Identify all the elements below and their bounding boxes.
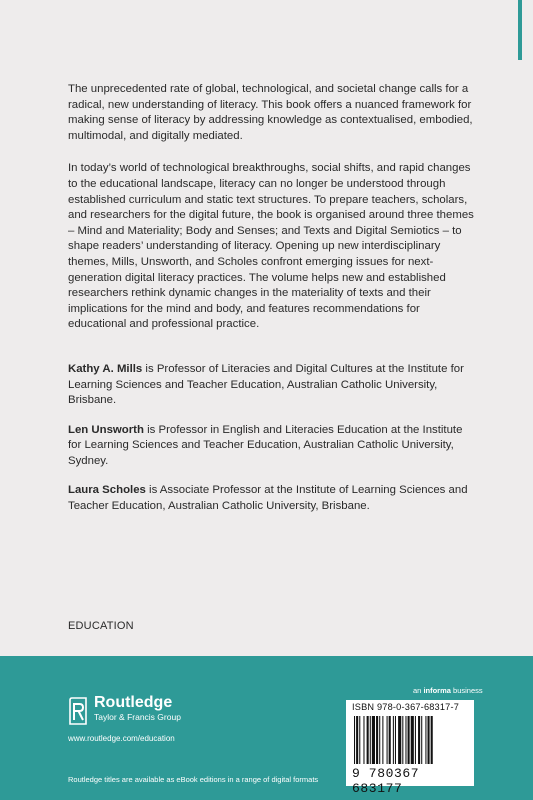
author-bio-mills (68, 362, 478, 409)
author-bio-unsworth (68, 423, 478, 470)
description-paragraph-1: The unprecedented rate of global, technological, and societal change calls for a radical, new understanding of literacy. This book offers a nuanced framework for making sense of literacy by addressing knowledge as contextualised, embodied, multimodal, and digitally mediated. (68, 83, 473, 142)
publisher-brand (94, 694, 181, 723)
author-bio-text: is Professor of Literacies and Digital Cultures at the Institute for Learning Sciences and Teacher Education, Australian Catholic University, Brisbane. (68, 362, 464, 407)
publisher-name: Routledge (94, 694, 173, 711)
author-name: Laura Scholes (68, 484, 146, 497)
spine-accent-bar (518, 0, 522, 60)
ebook-availability-note: Routledge titles are available as eBook editions in a range of digital formats (68, 775, 319, 784)
publisher-url: www.routledge.com/education (68, 734, 175, 743)
subject-category: EDUCATION (68, 620, 134, 632)
publisher-group: Taylor & Francis Group (94, 712, 181, 722)
informa-prefix: an (413, 686, 424, 695)
informa-brand: informa (423, 686, 451, 695)
back-cover-text (68, 82, 478, 529)
barcode-digits: 9 780367 683177 (352, 766, 420, 796)
publisher-footer (0, 656, 533, 800)
author-name: Len Unsworth (68, 423, 144, 436)
author-bio-text: is Associate Professor at the Institute of Learning Sciences and Teacher Education, Australian Catholic University, Brisbane. (68, 484, 468, 513)
informa-business-note (413, 686, 483, 695)
barcode-icon (350, 716, 470, 766)
author-name: Kathy A. Mills (68, 362, 143, 375)
routledge-logo-icon (68, 696, 88, 726)
isbn-barcode-panel (346, 700, 474, 796)
isbn-label: ISBN 978-0-367-68317-7 (352, 702, 460, 712)
informa-suffix: business (450, 686, 483, 695)
author-bio-text: is Professor in English and Literacies Education at the Institute for Learning Sciences and Teacher Education, Australian Catholic University, Sydney. (68, 423, 463, 467)
description-paragraph-2: In today’s world of technological breakthroughs, social shifts, and rapid changes to the educational landscape, literacy can no longer be understood through established curriculum and static text structures. To prepare teachers, scholars, and researchers for the digital future, the book is organised around three themes – Mind and Materiality; Body and Senses; and Texts and Digital Semiotics – to shape readers’ understanding of literacy. Opening up new interdisciplinary themes, Mills, Unsworth, and Scholes confront emerging issues for next-generation digital literacy practices. The volume helps new and established researchers rethink dynamic changes in the materiality of texts and their implications for the mind and body, and features recommendations for educational and professional practice. (68, 162, 474, 331)
author-bio-scholes (68, 483, 478, 514)
